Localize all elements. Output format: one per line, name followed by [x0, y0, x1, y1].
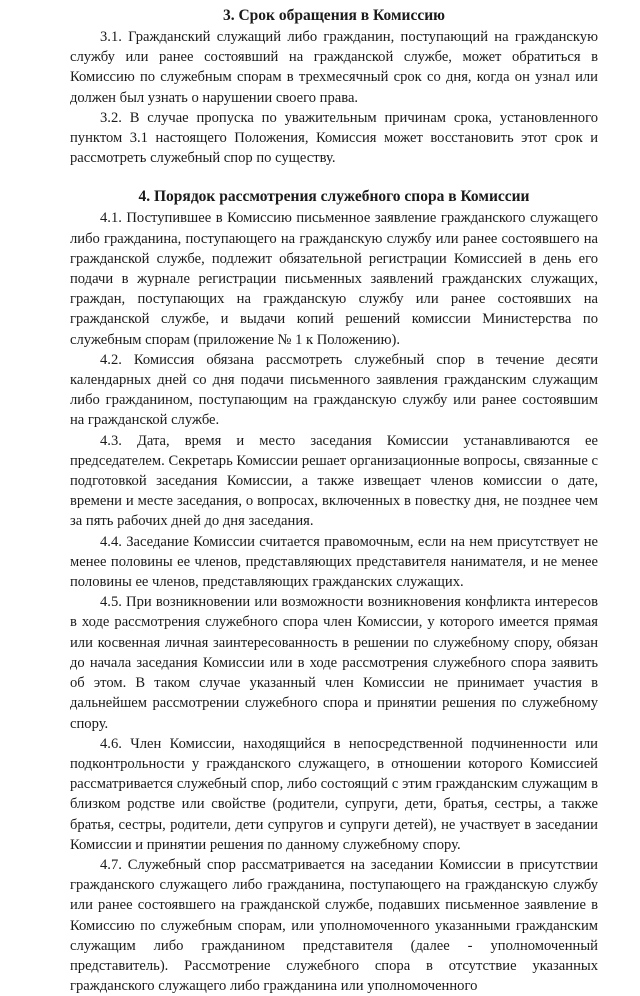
paragraph-3-1: 3.1. Гражданский служащий либо гражданин, поступающий на гражданскую службу или ранее состоявший на гражданской службе, может обратиться в Комиссию по служебным спорам в трехмесячный срок со дня, когда он узнал или должен был узнать о нарушении своего права. [70, 29, 598, 106]
paragraph-4-2: 4.2. Комиссия обязана рассмотреть служебный спор в течение десяти календарных дней со дня подачи письменного заявления гражданским служащим либо гражданином, поступающим на гражданскую службу или ранее состоявшим на гражданской службе. [70, 351, 598, 429]
paragraph-4-3: 4.3. Дата, время и место заседания Комиссии устанавливаются ее председателем. Секретарь Комиссии решает организационные вопросы, связанные с подготовкой заседания Комиссии, а также извещает членов комиссии о дате, времени и месте заседания, о вопросах, включенных в повестку дня, не позднее чем за пять рабочих дней до дня заседания. [70, 432, 598, 530]
paragraph-4-6: 4.6. Член Комиссии, находящийся в непосредственной подчиненности или подконтрольности у гражданского служащего, в отношении которого Комиссией рассматривается служебный спор, либо состоящий с этим гражданским служащим в близком родстве или свойстве (родители, супруги, дети, братья, сестры, а также братья, сестры, родители, дети супругов и супруги детей), не участвует в заседании Комиссии и принятии решения по данному служебному спору. [70, 735, 598, 853]
paragraph-4-5: 4.5. При возникновении или возможности возникновения конфликта интересов в ходе рассмотрения служебного спора член Комиссии, у которого имеется прямая или косвенная личная заинтересованность в решении по служебному спору, обязан до начала заседания Комиссии или в ходе рассмотрения служебного спора заявить об этом. В таком случае указанный член Комиссии не принимает участия в дальнейшем рассмотрении служебного спора и принятии решения по служебному спору. [70, 594, 598, 732]
document-page [70, 6, 598, 996]
paragraph-4-7: 4.7. Служебный спор рассматривается на заседании Комиссии в присутствии гражданского служащего либо гражданина, поступающего на гражданскую службу или ранее состоявшего на гражданской службе, подавших письменное заявление в Комиссию по служебным спорам, или уполномоченного указанными гражданским служащим либо гражданином представителя (далее - уполномоченный представитель). Рассмотрение служебного спора в отсутствие указанных гражданского служащего либо гражданина или уполномоченного [70, 856, 598, 995]
paragraph-3-2: 3.2. В случае пропуска по уважительным причинам срока, установленного пунктом 3.1 настоящего Положения, Комиссия может восстановить этот срок и рассмотреть служебный спор по существу. [70, 109, 598, 167]
paragraph-4-1: 4.1. Поступившее в Комиссию письменное заявление гражданского служащего либо гражданина, поступающего на гражданскую службу или ранее состоявшего на гражданской службе, подлежит обязательной регистрации Комиссией в день его подачи в журнале регистрации письменных заявлений гражданских служащих, граждан, поступающих на гражданскую службу или ранее состоявших на гражданской службе, и выдачи копий решений комиссии Министерства по служебным спорам (приложение № 1 к Положению). [70, 210, 598, 348]
paragraph-4-4: 4.4. Заседание Комиссии считается правомочным, если на нем присутствует не менее половины ее членов, представляющих представителя нанимателя, и не менее половины ее членов, представляющих гражданских служащих. [70, 533, 598, 591]
section-4-heading: 4. Порядок рассмотрения служебного спора в Комиссии [138, 188, 530, 206]
section-3-heading: 3. Срок обращения в Комиссию [222, 7, 446, 24]
